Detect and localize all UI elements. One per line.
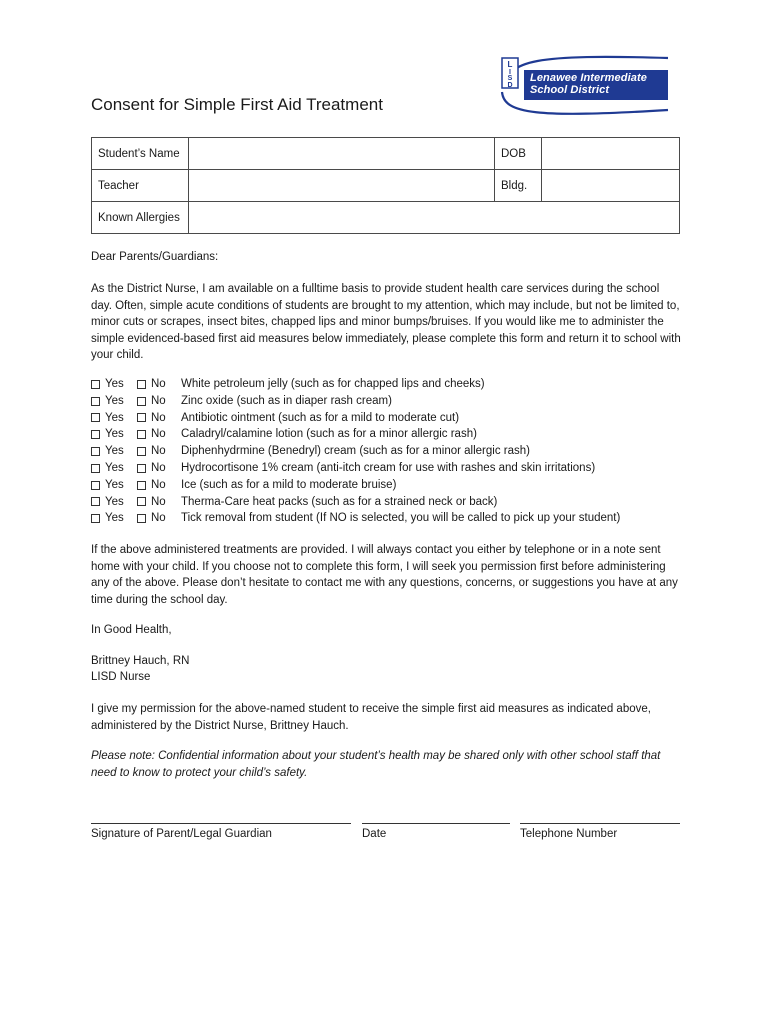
yes-option[interactable] — [91, 393, 124, 410]
yes-label: Yes — [105, 394, 124, 407]
yes-checkbox[interactable] — [91, 397, 100, 406]
parent-signature-label: Signature of Parent/Legal Guardian — [91, 828, 272, 840]
parent-signature-line[interactable] — [91, 823, 351, 824]
yes-label: Yes — [105, 461, 124, 474]
no-label: No — [151, 478, 166, 491]
no-option[interactable] — [137, 477, 166, 494]
student-name-row — [92, 138, 680, 170]
yes-checkbox[interactable] — [91, 447, 100, 456]
date-label: Date — [362, 828, 387, 840]
no-checkbox[interactable] — [137, 447, 146, 456]
no-label: No — [151, 445, 166, 458]
treatment-list — [91, 376, 691, 527]
no-label: No — [151, 512, 166, 525]
no-option[interactable] — [137, 443, 166, 460]
lisd-logo — [496, 48, 670, 120]
yes-option[interactable] — [91, 460, 124, 477]
student-name-field[interactable] — [189, 138, 495, 170]
treatment-description: White petroleum jelly (such as for chapped lips and cheeks) — [181, 378, 485, 390]
logo-text — [530, 72, 647, 96]
after-list-paragraph: If the above administered treatments are provided. I will always contact you either by telephone or in a note sent home with your child. If you choose not to complete this form, I will seek you permission first before administering any of the above. Please don’t hesitate to contact me with any questions, concerns, or suggestions you have at any time during the school day. — [91, 544, 678, 606]
dob-label: DOB — [495, 138, 542, 170]
form-title: Consent for Simple First Aid Treatment — [91, 95, 383, 114]
no-checkbox[interactable] — [137, 481, 146, 490]
treatment-row — [91, 510, 691, 527]
date-line[interactable] — [362, 823, 510, 824]
teacher-row — [92, 170, 680, 202]
yes-option[interactable] — [91, 426, 124, 443]
yes-option[interactable] — [91, 494, 124, 511]
signer-name: Brittney Hauch, RN — [91, 655, 190, 667]
treatment-row — [91, 477, 691, 494]
yes-checkbox[interactable] — [91, 497, 100, 506]
svg-text:L: L — [507, 60, 513, 69]
treatment-row — [91, 443, 691, 460]
treatment-description: Zinc oxide (such as in diaper rash cream) — [181, 394, 392, 407]
yes-checkbox[interactable] — [91, 413, 100, 422]
no-option[interactable] — [137, 460, 166, 477]
yes-label: Yes — [105, 445, 124, 458]
signer-title: LISD Nurse — [91, 671, 151, 683]
allergies-row — [92, 202, 680, 234]
no-option[interactable] — [137, 410, 166, 427]
yes-checkbox[interactable] — [91, 481, 100, 490]
yes-checkbox[interactable] — [91, 464, 100, 473]
student-name-label: Student’s Name — [92, 138, 189, 170]
no-label: No — [151, 495, 166, 508]
treatment-row — [91, 393, 691, 410]
yes-option[interactable] — [91, 510, 124, 527]
treatment-description: Ice (such as for a mild to moderate bruise) — [181, 478, 397, 491]
intro-paragraph: As the District Nurse, I am available on a fulltime basis to provide student health care services during the school day. Often, simple acute conditions of students are brought to my attention, which may include, but not be limited to, minor cuts or scrapes, insect bites, chapped lips and minor bumps/bruises. If you would like me to administer the simple evidenced-based first aid measures below immediately, please complete this form and return it to school with your child. — [91, 283, 681, 362]
no-option[interactable] — [137, 510, 166, 527]
yes-checkbox[interactable] — [91, 514, 100, 523]
treatment-description: Therma-Care heat packs (such as for a strained neck or back) — [181, 495, 498, 508]
no-checkbox[interactable] — [137, 430, 146, 439]
no-checkbox[interactable] — [137, 380, 146, 389]
yes-label: Yes — [105, 411, 124, 424]
treatment-row — [91, 460, 691, 477]
svg-text:I: I — [509, 69, 511, 76]
no-label: No — [151, 461, 166, 474]
closing: In Good Health, — [91, 624, 172, 636]
treatment-row — [91, 376, 691, 393]
treatment-description: Tick removal from student (If NO is selected, you will be called to pick up your student) — [181, 512, 621, 525]
greeting: Dear Parents/Guardians: — [91, 251, 219, 263]
treatment-description: Hydrocortisone 1% cream (anti-itch cream for use with rashes and skin irritations) — [181, 461, 596, 474]
dob-field[interactable] — [542, 138, 680, 170]
yes-option[interactable] — [91, 443, 124, 460]
logo-line-2: School District — [530, 84, 610, 96]
no-label: No — [151, 428, 166, 441]
svg-text:S: S — [507, 75, 513, 82]
treatment-row — [91, 410, 691, 427]
yes-checkbox[interactable] — [91, 380, 100, 389]
treatment-description: Antibiotic ointment (such as for a mild to moderate cut) — [181, 411, 460, 424]
logo-line-1: Lenawee Intermediate — [530, 72, 647, 84]
no-checkbox[interactable] — [137, 497, 146, 506]
confidentiality-note: Please note: Confidential information about your student’s health may be shared only with other school staff that need to know to protect your child’s safety. — [91, 750, 661, 779]
permission-paragraph: I give my permission for the above-named student to receive the simple first aid measures as indicated above, administered by the District Nurse, Brittney Hauch. — [91, 703, 651, 732]
allergies-field[interactable] — [189, 202, 680, 234]
no-option[interactable] — [137, 426, 166, 443]
no-checkbox[interactable] — [137, 464, 146, 473]
allergies-label: Known Allergies — [92, 202, 189, 234]
no-option[interactable] — [137, 393, 166, 410]
yes-label: Yes — [105, 495, 124, 508]
yes-checkbox[interactable] — [91, 430, 100, 439]
yes-option[interactable] — [91, 376, 124, 393]
no-label: No — [151, 394, 166, 407]
no-checkbox[interactable] — [137, 397, 146, 406]
no-option[interactable] — [137, 376, 166, 393]
teacher-field[interactable] — [189, 170, 495, 202]
treatment-description: Caladryl/calamine lotion (such as for a minor allergic rash) — [181, 428, 477, 441]
yes-label: Yes — [105, 378, 124, 390]
no-checkbox[interactable] — [137, 413, 146, 422]
telephone-label: Telephone Number — [520, 828, 618, 840]
no-label: No — [151, 411, 166, 424]
treatment-row — [91, 494, 691, 511]
treatment-row — [91, 426, 691, 443]
telephone-line[interactable] — [520, 823, 680, 824]
yes-label: Yes — [105, 428, 124, 441]
yes-option[interactable] — [91, 410, 124, 427]
yes-label: Yes — [105, 512, 124, 525]
treatment-description: Diphenhydrmine (Benedryl) cream (such as for a minor allergic rash) — [181, 445, 530, 458]
no-option[interactable] — [137, 494, 166, 511]
yes-option[interactable] — [91, 477, 124, 494]
bldg-field[interactable] — [542, 170, 680, 202]
yes-label: Yes — [105, 478, 124, 491]
svg-text:D: D — [507, 82, 513, 89]
no-label: No — [151, 378, 166, 390]
student-info-table — [91, 137, 680, 234]
teacher-label: Teacher — [92, 170, 189, 202]
no-checkbox[interactable] — [137, 514, 146, 523]
bldg-label: Bldg. — [495, 170, 542, 202]
